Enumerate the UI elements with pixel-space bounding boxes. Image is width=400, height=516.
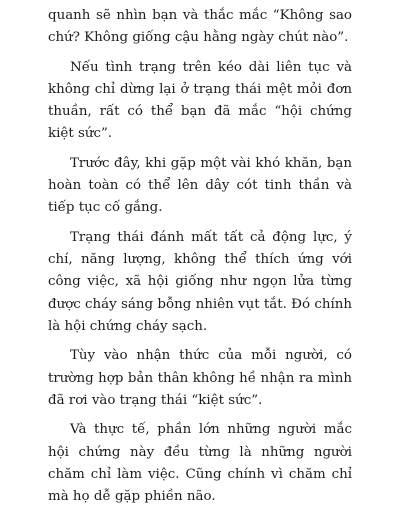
paragraph: Trước đây, khi gặp một vài khó khăn, bạn hoàn toàn có thể lên dây cót tinh thần và tiếp tục cố gắng. — [48, 156, 352, 216]
paragraph: Trạng thái đánh mất tất cả động lực, ý chí, năng lượng, không thể thích ứng với công việc, xã hội giống như ngọn lửa từng được cháy sáng bỗng nhiên vụt tắt. Đó chính là hội chứng cháy sạch. — [48, 230, 352, 334]
paragraph: Nếu tình trạng trên kéo dài liên tục và không chỉ dừng lại ở trạng thái mệt mỏi đơn thuần, rất có thể bạn đã mắc “hội chứng kiệt sức”. — [48, 59, 352, 142]
paragraph-continuation: quanh sẽ nhìn bạn và thắc mắc “Không sao chứ? Không giống cậu hằng ngày chút nào”. — [48, 8, 352, 46]
body-text — [48, 5, 352, 516]
paragraph: Tùy vào nhận thức của mỗi người, có trường hợp bản thân không hề nhận ra mình đã rơi vào trạng thái “kiệt sức”. — [48, 348, 352, 408]
paragraph: Và thực tế, phần lớn những người mắc hội chứng này đều từng là những người chăm chỉ làm việc. Cũng chính vì chăm chỉ mà họ dễ gặp phiền não. — [48, 422, 352, 505]
